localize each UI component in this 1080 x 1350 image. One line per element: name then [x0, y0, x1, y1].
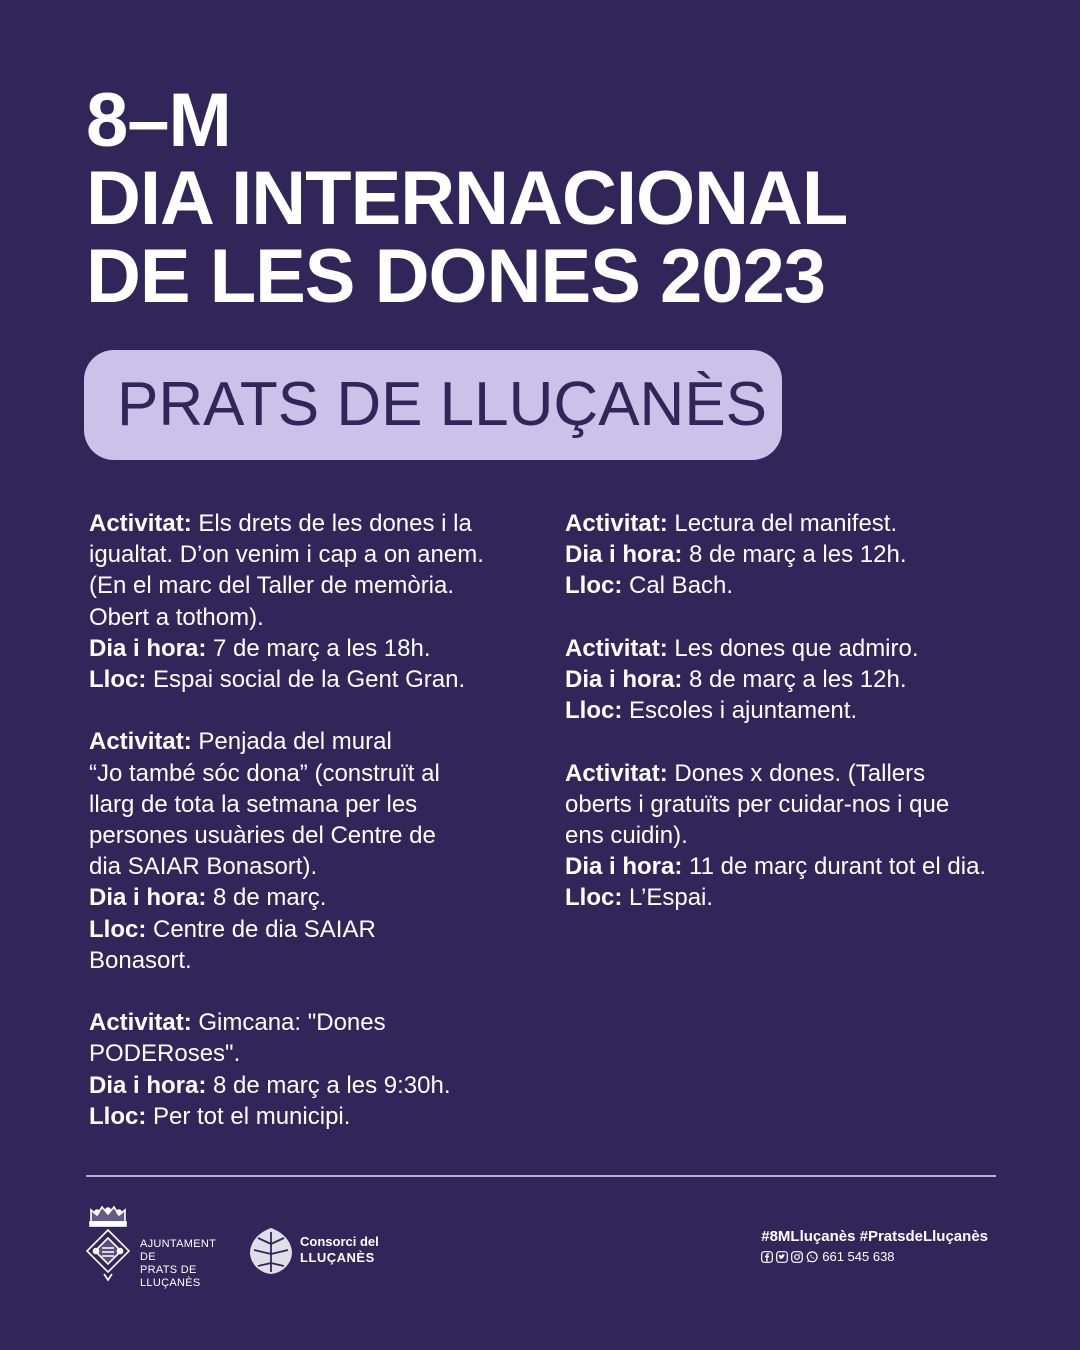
- instagram-icon[interactable]: [791, 1251, 803, 1263]
- ajuntament-name: AJUNTAMENT DE PRATS DE LLUÇANÈS: [140, 1238, 216, 1289]
- event-place-label: Lloc:: [89, 915, 147, 943]
- event-datetime-line: [565, 539, 1010, 570]
- event-place-label: Lloc:: [89, 1102, 147, 1130]
- event-datetime-label: Dia i hora:: [89, 1071, 207, 1099]
- title-line-1: 8–M: [86, 78, 231, 163]
- consorci-name: Consorci del LLUÇANÈS: [300, 1234, 379, 1265]
- event-activity-text: llarg de tota la setmana per les: [89, 790, 418, 818]
- title-line-3: DE LES DONES 2023: [86, 234, 826, 319]
- footer-contact: [761, 1228, 988, 1264]
- event-place-line: [89, 914, 529, 945]
- event-activity-line: [89, 789, 529, 820]
- event-activity-label: Activitat:: [89, 510, 192, 537]
- consorci-logo: [248, 1226, 398, 1278]
- event-activity-text: Gimcana: "Dones: [198, 1009, 386, 1037]
- event-activity-text: persones usuàries del Centre de: [89, 822, 436, 850]
- leaf-icon: [248, 1226, 294, 1276]
- event-place-text: Cal Bach.: [629, 572, 734, 600]
- event-block: [565, 633, 1010, 727]
- event-activity-text: Obert a tothom).: [89, 603, 264, 631]
- event-activity-line: [89, 539, 529, 570]
- event-datetime-label: Dia i hora:: [89, 634, 207, 662]
- location-badge: PRATS DE LLUÇANÈS: [84, 350, 782, 460]
- event-activity-text: dia SAIAR Bonasort).: [89, 853, 318, 881]
- event-activity-text: “Jo també sóc dona” (construït al: [89, 759, 440, 787]
- event-activity-line: [89, 570, 529, 601]
- event-block: [89, 726, 529, 976]
- event-activity-line: [565, 820, 1010, 851]
- event-datetime-text: 7 de març a les 18h.: [213, 634, 431, 662]
- event-activity-label: Activitat:: [565, 634, 668, 662]
- event-datetime-text: 8 de març a les 12h.: [689, 541, 907, 569]
- event-block: [89, 1007, 529, 1132]
- event-activity-text: Dones x dones. (Tallers: [674, 759, 926, 787]
- title-line-2: DIA INTERNACIONAL: [86, 156, 848, 241]
- events-column-left: [89, 508, 529, 1163]
- event-datetime-label: Dia i hora:: [565, 541, 683, 569]
- event-activity-text: Lectura del manifest.: [674, 510, 898, 537]
- event-datetime-line: [89, 882, 529, 913]
- footer-divider: [86, 1175, 996, 1177]
- event-activity-text: oberts i gratuïts per cuidar-nos i que: [565, 790, 950, 818]
- page-title: [86, 78, 848, 319]
- event-activity-text: (En el marc del Taller de memòria.: [89, 572, 455, 600]
- event-place-text: Escoles i ajuntament.: [629, 697, 858, 725]
- event-datetime-line: [565, 664, 1010, 695]
- event-datetime-text: 8 de març a les 12h.: [689, 666, 907, 693]
- event-activity-line: [89, 1038, 529, 1069]
- event-activity-line: [89, 851, 529, 882]
- contact-row: [761, 1250, 988, 1264]
- event-block: [565, 508, 1010, 602]
- event-activity-text: Les dones que admiro.: [674, 634, 919, 662]
- event-datetime-label: Dia i hora:: [565, 666, 683, 693]
- event-activity-text: Penjada del mural: [198, 728, 392, 756]
- event-place-line: [565, 695, 1010, 726]
- event-activity-line: [89, 508, 529, 539]
- event-datetime-text: 8 de març.: [213, 884, 327, 912]
- event-place-line: [89, 664, 529, 695]
- event-datetime-label: Dia i hora:: [89, 884, 207, 912]
- event-datetime-line: [89, 1070, 529, 1101]
- event-datetime-line: [89, 633, 529, 664]
- event-activity-text: Els drets de les dones i la: [198, 510, 472, 537]
- event-place-text: L’Espai.: [629, 884, 714, 912]
- event-place-label: Lloc:: [565, 884, 623, 912]
- facebook-icon[interactable]: [761, 1251, 773, 1263]
- event-activity-line: [89, 820, 529, 851]
- event-place-line: [565, 570, 1010, 601]
- phone-number: 661 545 638: [822, 1249, 895, 1264]
- event-activity-line: [89, 1007, 529, 1038]
- events-column-right: [565, 508, 1010, 945]
- event-activity-label: Activitat:: [565, 510, 668, 537]
- event-place-label: Lloc:: [89, 666, 147, 694]
- event-place-label: Lloc:: [565, 697, 623, 725]
- event-activity-text: ens cuidin).: [565, 822, 688, 849]
- event-activity-line: [565, 789, 1010, 820]
- event-place-line: [89, 945, 529, 976]
- event-place-text: Centre de dia SAIAR: [153, 915, 376, 943]
- event-activity-label: Activitat:: [89, 728, 192, 756]
- event-activity-line: [565, 508, 1010, 539]
- event-activity-text: PODERoses".: [89, 1040, 241, 1068]
- event-activity-line: [565, 758, 1010, 789]
- whatsapp-icon[interactable]: [806, 1251, 818, 1263]
- event-activity-line: [89, 726, 529, 757]
- event-datetime-text: 8 de març a les 9:30h.: [213, 1071, 451, 1099]
- event-place-text: Espai social de la Gent Gran.: [153, 666, 466, 694]
- event-activity-line: [565, 633, 1010, 664]
- event-datetime-line: [565, 851, 1010, 882]
- event-activity-label: Activitat:: [565, 759, 668, 787]
- event-block: [565, 758, 1010, 914]
- event-place-text: Per tot el municipi.: [153, 1102, 351, 1130]
- event-activity-line: [89, 602, 529, 633]
- hashtags: #8MLluçanès #PratsdeLluçanès: [761, 1228, 988, 1245]
- ajuntament-logo: [84, 1204, 224, 1289]
- event-activity-line: [89, 758, 529, 789]
- event-place-line: [565, 882, 1010, 913]
- event-place-label: Lloc:: [565, 572, 623, 600]
- event-activity-label: Activitat:: [89, 1009, 192, 1037]
- event-datetime-text: 11 de març durant tot el dia.: [689, 853, 987, 881]
- twitter-icon[interactable]: [776, 1251, 788, 1263]
- crest-icon: [84, 1204, 132, 1282]
- event-activity-text: igualtat. D’on venim i cap a on anem.: [89, 541, 484, 569]
- event-place-line: [89, 1101, 529, 1132]
- event-place-text: Bonasort.: [89, 946, 192, 974]
- event-datetime-label: Dia i hora:: [565, 853, 683, 881]
- event-block: [89, 508, 529, 695]
